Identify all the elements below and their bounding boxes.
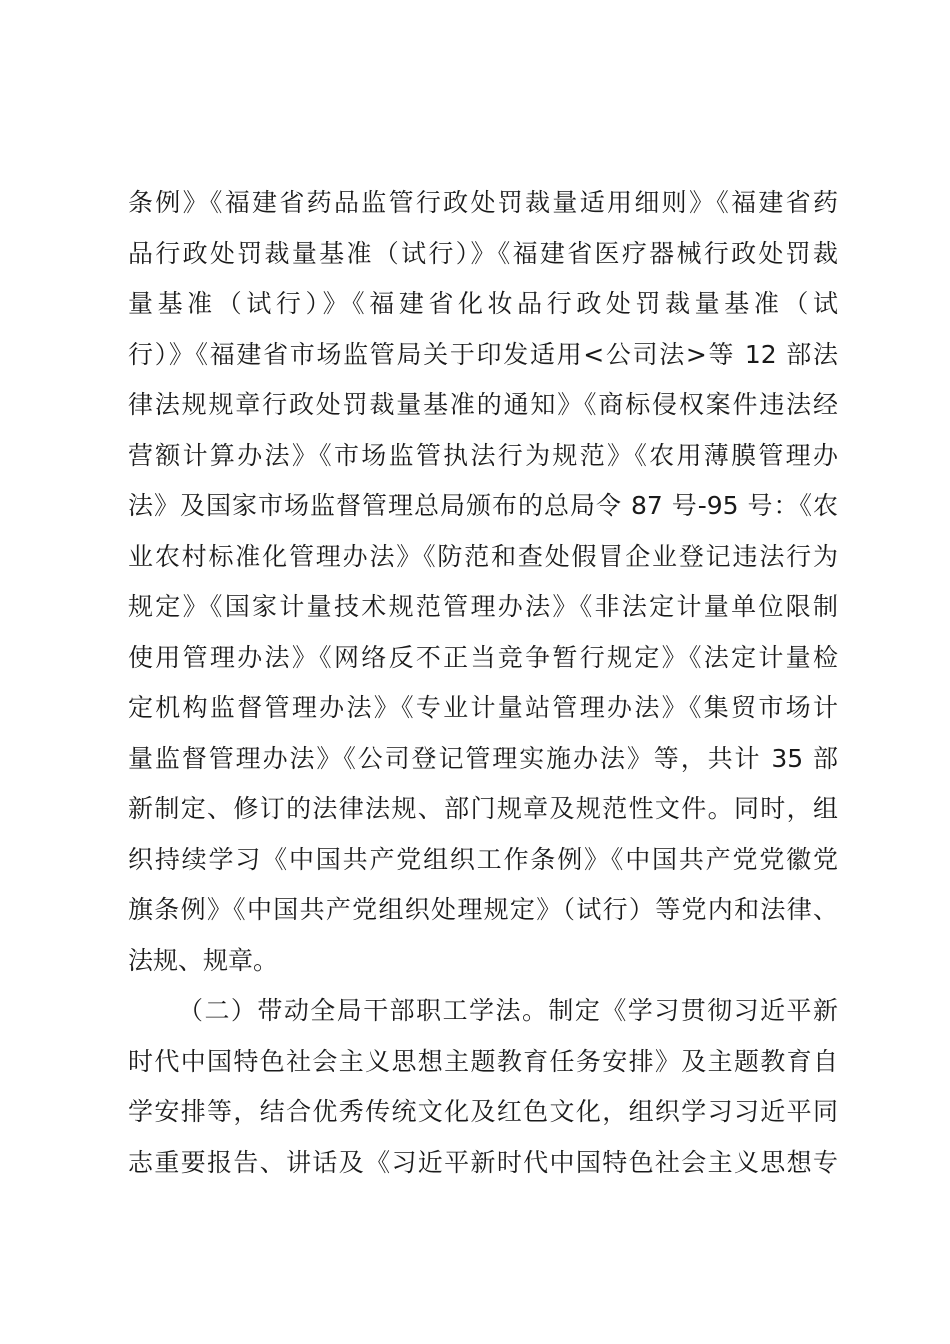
text-line: 量基准（试行）》《福建省化妆品行政处罚裁量基准（试 <box>128 289 838 318</box>
text-line: 业农村标准化管理办法》《防范和查处假冒企业登记违法行为 <box>128 541 838 571</box>
text-line: 志重要报告、讲话及《习近平新时代中国特色社会主义思想专 <box>128 1147 838 1177</box>
text-line: 量监督管理办法》《公司登记管理实施办法》等，共计 35 部 <box>128 743 838 773</box>
text-line: 学安排等，结合优秀传统文化及红色文化，组织学习习近平同 <box>128 1097 838 1126</box>
body-text <box>128 178 838 1188</box>
section-heading-line: （二）带动全局干部职工学法。制定《学习贯彻习近平新 <box>178 996 838 1025</box>
text-line: 定机构监督管理办法》《专业计量站管理办法》《集贸市场计 <box>128 693 838 722</box>
text-line: 法》及国家市场监督管理总局颁布的总局令 87 号-95 号：《农 <box>128 491 838 520</box>
text-line: 时代中国特色社会主义思想主题教育任务安排》及主题教育自 <box>128 1046 838 1076</box>
text-line: 规定》《国家计量技术规范管理办法》《非法定计量单位限制 <box>128 592 838 621</box>
text-line: 品行政处罚裁量基准（试行）》《福建省医疗器械行政处罚裁 <box>128 238 838 268</box>
text-line: 新制定、修订的法律法规、部门规章及规范性文件。同时，组 <box>128 794 838 823</box>
text-line: 条例》《福建省药品监管行政处罚裁量适用细则》《福建省药 <box>128 188 838 217</box>
text-line: 法规、规章。 <box>128 945 279 975</box>
text-line: 织持续学习《中国共产党组织工作条例》《中国共产党党徽党 <box>128 844 838 874</box>
text-line: 行）》《福建省市场监管局关于印发适用<公司法>等 12 部法 <box>128 339 838 369</box>
text-line: 旗条例》《中国共产党组织处理规定》（试行）等党内和法律、 <box>128 895 838 924</box>
text-line: 律法规规章行政处罚裁量基准的通知》《商标侵权案件违法经 <box>128 390 838 419</box>
text-line: 使用管理办法》《网络反不正当竞争暂行规定》《法定计量检 <box>128 642 838 672</box>
text-line: 营额计算办法》《市场监管执法行为规范》《农用薄膜管理办 <box>128 440 838 470</box>
